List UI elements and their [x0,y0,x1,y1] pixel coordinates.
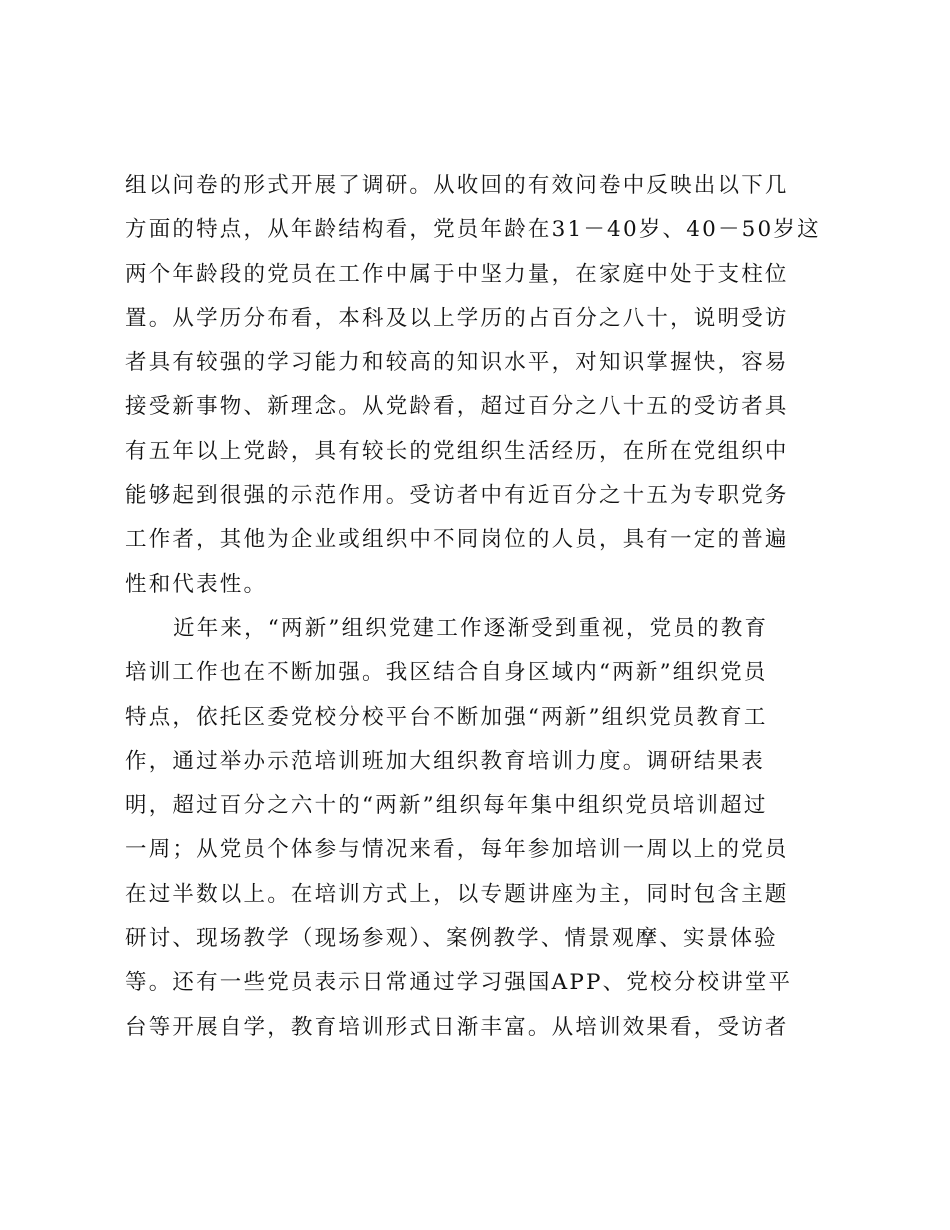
text-line: 台等开展自学，教育培训形式日渐丰富。从培训效果看，受访者 [125,1014,789,1040]
text-line: 有五年以上党龄，具有较长的党组织生活经历，在所在党组织中 [125,438,789,464]
text-line: 性和代表性。 [125,571,268,597]
paragraph-survey-findings [125,164,845,607]
text-line: 一周；从党员个体参与情况来看，每年参加培训一周以上的党员 [125,837,789,863]
text-line: 能够起到很强的示范作用。受访者中有近百分之十五为专职党务 [125,483,789,509]
document-body [125,164,845,1050]
text-line: 特点，依托区委党校分校平台不断加强“两新”组织党员教育工 [125,704,768,730]
text-line: 工作者，其他为企业或组织中不同岗位的人员，具有一定的普遍 [125,527,789,553]
text-line: 研讨、现场教学（现场参观）、案例教学、情景观摩、实景体验 [125,926,778,952]
text-line: 置。从学历分布看，本科及以上学历的占百分之八十，说明受访 [125,305,789,331]
text-line: 两个年龄段的党员在工作中属于中坚力量，在家庭中处于支柱位 [125,261,789,287]
text-line: 方面的特点，从年龄结构看，党员年龄在31－40岁、40－50岁这 [125,217,821,243]
text-line: 在过半数以上。在培训方式上，以专题讲座为主，同时包含主题 [125,881,789,907]
text-line-indented: 近年来，“两新”组织党建工作逐渐受到重视，党员的教育 [173,615,769,641]
text-line: 者具有较强的学习能力和较高的知识水平，对知识掌握快，容易 [125,350,789,376]
text-line: 接受新事物、新理念。从党龄看，超过百分之八十五的受访者具 [125,394,789,420]
text-line: 培训工作也在不断加强。我区结合自身区域内“两新”组织党员 [125,660,768,686]
paragraph-training-status [125,607,845,1050]
text-line: 等。还有一些党员表示日常通过学习强国APP、党校分校讲堂平 [125,970,793,996]
text-line: 组以问卷的形式开展了调研。从收回的有效问卷中反映出以下几 [125,173,789,198]
text-line: 作，通过举办示范培训班加大组织教育培训力度。调研结果表 [125,748,765,774]
text-line: 明，超过百分之六十的“两新”组织每年集中组织党员培训超过 [125,793,768,819]
